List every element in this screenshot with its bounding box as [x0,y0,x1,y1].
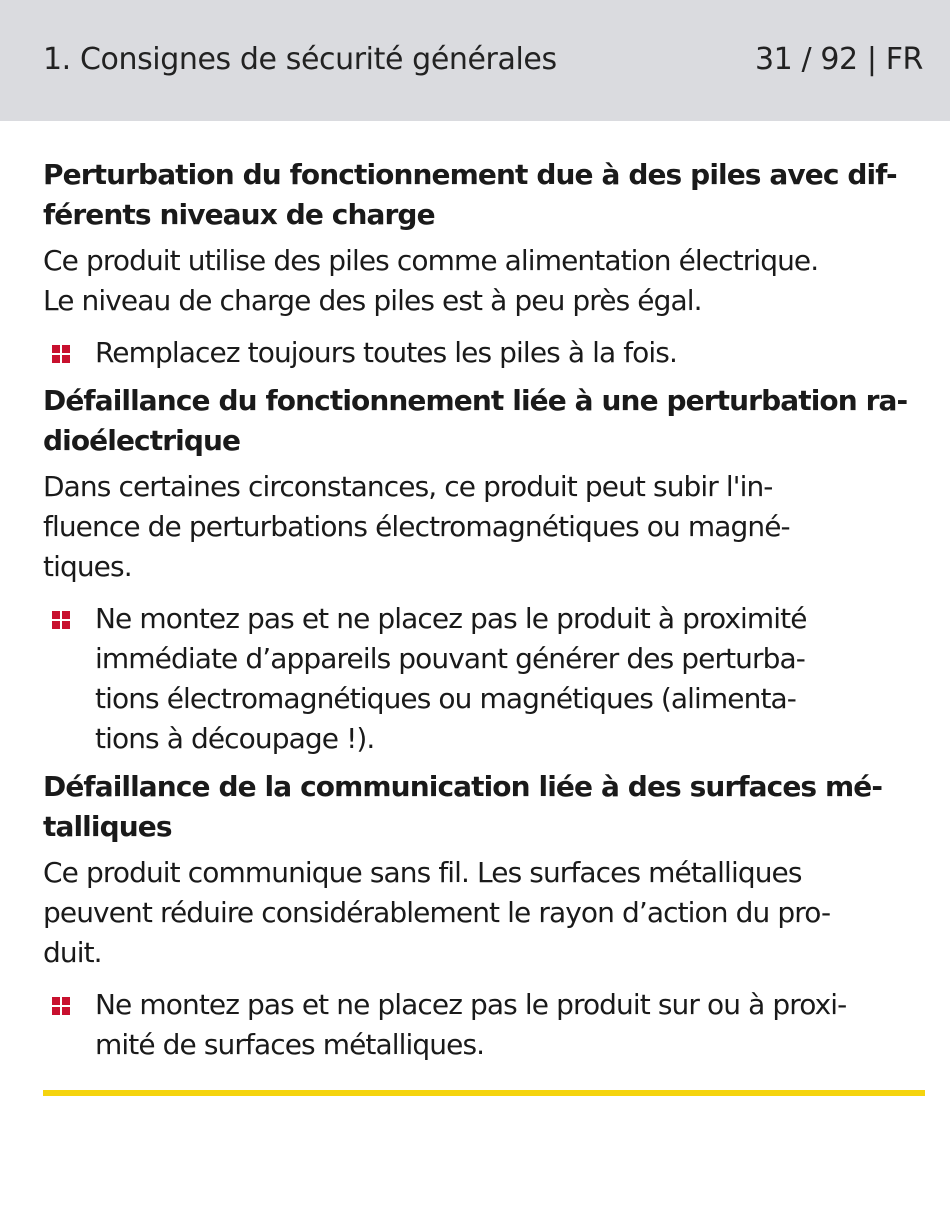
paragraph-line: Ce produit communique sans fil. Les surfaces métalliques [43,856,802,889]
section-heading-line: dioélectrique [43,424,241,457]
section-paragraph [43,467,925,587]
red-square-bullet-icon [52,611,70,629]
section-paragraph [43,241,925,321]
instruction-item [43,599,925,759]
paragraph-line: peuvent réduire considérablement le rayon d’action du pro- [43,896,831,929]
paragraph-line: duit. [43,936,102,969]
instruction-line: mité de surfaces métalliques. [95,1028,485,1061]
section-battery-levels [43,155,925,373]
section-paragraph [43,853,925,973]
instruction-line: immédiate d’appareils pouvant générer des perturba- [95,642,805,675]
paragraph-line: tiques. [43,550,132,583]
paragraph-line: Le niveau de charge des piles est à peu près égal. [43,284,702,317]
instruction-line: tions à découpage !). [95,722,375,755]
red-square-bullet-icon [52,345,70,363]
section-heading-line: Défaillance de la communication liée à des surfaces mé- [43,770,883,803]
instruction-line: tions électromagnétiques ou magnétiques (alimenta- [95,682,797,715]
section-heading-line: Perturbation du fonctionnement due à des piles avec dif- [43,158,897,191]
instruction-item [43,333,925,373]
chapter-title: 1. Consignes de sécurité générales [43,42,557,77]
red-square-bullet-icon [52,997,70,1015]
section-heading [43,381,925,461]
document-body [43,155,925,1073]
page-number: 31 / 92 | FR [754,42,923,77]
instruction-line: Remplacez toujours toutes les piles à la fois. [95,336,677,369]
section-radio-interference [43,381,925,759]
section-heading [43,767,925,847]
page-header [0,0,950,121]
section-heading-line: férents niveaux de charge [43,198,435,231]
instruction-line: Ne montez pas et ne placez pas le produit sur ou à proxi- [95,988,847,1021]
instruction-item [43,985,925,1065]
section-heading-line: talliques [43,810,172,843]
section-heading [43,155,925,235]
paragraph-line: Dans certaines circonstances, ce produit peut subir l'in- [43,470,773,503]
paragraph-line: fluence de perturbations électromagnétiques ou magné- [43,510,790,543]
section-end-rule [43,1090,925,1096]
section-heading-line: Défaillance du fonctionnement liée à une perturbation ra- [43,384,908,417]
section-metal-surfaces [43,767,925,1065]
instruction-line: Ne montez pas et ne placez pas le produit à proximité [95,602,807,635]
paragraph-line: Ce produit utilise des piles comme alimentation électrique. [43,244,819,277]
